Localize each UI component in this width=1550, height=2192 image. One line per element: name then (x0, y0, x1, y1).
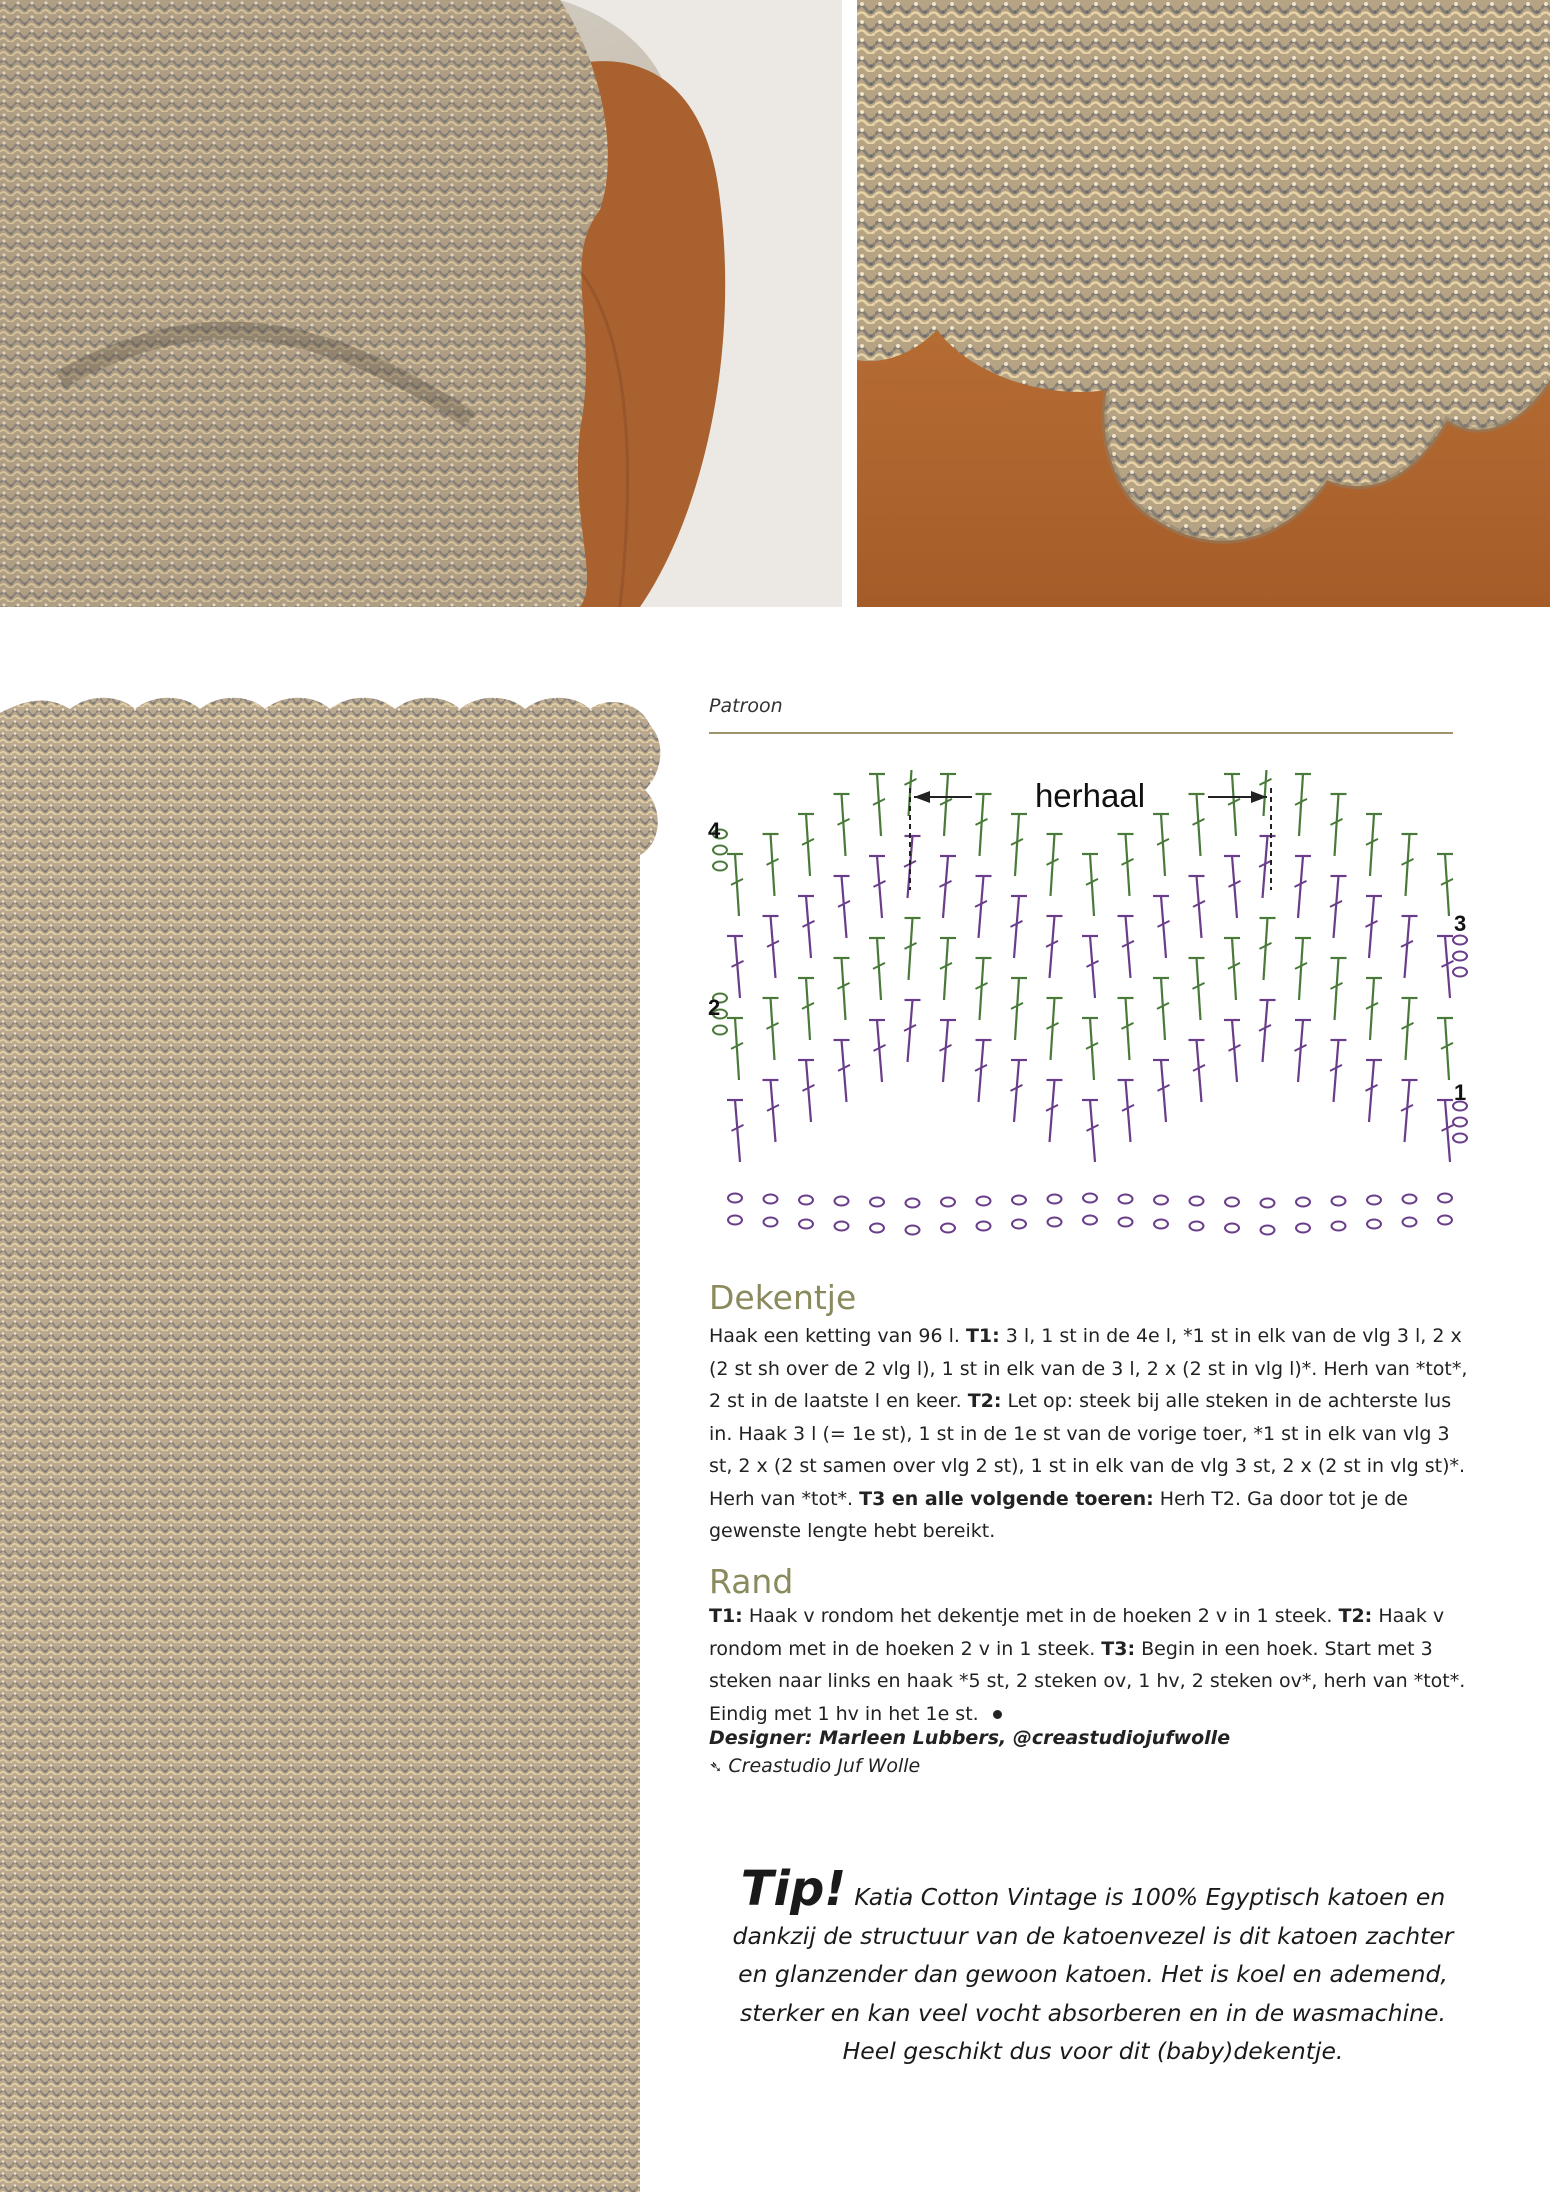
stitch-stroke (1232, 774, 1236, 836)
stitch-stroke (1370, 978, 1374, 1040)
chain-stitch (728, 1194, 742, 1203)
stitch-stroke (1161, 978, 1165, 1040)
instruction-text: Haak een ketting van 96 l. (709, 1325, 966, 1347)
row-label: T1: (965, 1325, 1000, 1347)
stitch-stroke (1090, 1100, 1095, 1162)
stitch-stroke (1264, 770, 1268, 816)
chain-stitch (1261, 1226, 1275, 1235)
chain-stitch (941, 1224, 955, 1233)
chain-stitch (1332, 1197, 1346, 1206)
stitch-stroke (1298, 856, 1303, 918)
stitch-stroke (842, 794, 846, 856)
chain-stitch (1083, 1216, 1097, 1225)
stitch-stroke (908, 1000, 913, 1062)
stitch-stroke (1263, 836, 1268, 898)
stitch-stroke (1161, 896, 1166, 958)
chain-stitch (764, 1195, 778, 1204)
chain-stitch (1083, 1194, 1097, 1203)
chain-stitch (1403, 1195, 1417, 1204)
stitch-stroke (806, 1060, 811, 1122)
instruction-text: Herh T2. Ga door tot je de gewenste lengte hebt bereikt. (709, 1487, 1408, 1542)
chain-stitch (799, 1196, 813, 1205)
chain-stitch (764, 1218, 778, 1227)
stitch-stroke (806, 896, 811, 958)
chain-stitch (870, 1198, 884, 1207)
stitch-stroke (1090, 936, 1095, 998)
chain-stitch (1296, 1198, 1310, 1207)
chain-stitch (1190, 1197, 1204, 1206)
stitch-stroke (1299, 938, 1303, 1000)
stitch-stroke (980, 794, 984, 856)
arrow-icon: ➴ (709, 1757, 723, 1776)
chain-stitch (1119, 1218, 1133, 1227)
chain-stitch (1048, 1195, 1062, 1204)
chain-stitch (1453, 968, 1467, 977)
crochet-chart (700, 770, 1480, 1250)
rand-heading: Rand (709, 1562, 794, 1601)
row-number-4: 4 (708, 818, 721, 843)
stitch-stroke (1090, 854, 1094, 916)
stitch-stroke (771, 998, 775, 1060)
stitch-stroke (806, 978, 810, 1040)
chain-stitch (1119, 1195, 1133, 1204)
tip-word: Tip! (740, 1861, 847, 1917)
chain-stitch (713, 862, 727, 871)
chain-stitch (1438, 1194, 1452, 1203)
chain-stitch (1453, 1118, 1467, 1127)
chain-stitch (1012, 1196, 1026, 1205)
designer-credit: Designer: Marleen Lubbers, @creastudiojufwolle (709, 1727, 1231, 1749)
chain-stitch (941, 1198, 955, 1207)
stitch-stroke (1014, 1060, 1019, 1122)
stitch-stroke (735, 854, 739, 916)
stitch-stroke (1369, 896, 1374, 958)
studio-credit (709, 1755, 920, 1777)
stitch-stroke (1445, 854, 1449, 916)
stitch-stroke (1197, 794, 1201, 856)
row-label: T3: (1101, 1637, 1136, 1660)
stitch-stroke (1051, 834, 1055, 896)
chain-stitch (835, 1197, 849, 1206)
stitch-stroke (1050, 1080, 1055, 1142)
chain-stitch (1225, 1224, 1239, 1233)
pattern-label: Patroon (709, 695, 783, 717)
row-number-2: 2 (708, 995, 721, 1020)
chain-stitch (835, 1222, 849, 1231)
instruction-text: 3 l, 1 st in de 4e l, *1 st in elk van de vlg 3 l, 2 x (2 st sh over de 2 vlg l), 1 st in elk van de 3 l, 2 x (2 st in vlg l)*. Herh van *tot*, 2 st in de laatste l en keer. (709, 1325, 1468, 1412)
stitch-stroke (1232, 856, 1237, 918)
stitch-stroke (909, 918, 913, 980)
stitch-stroke (877, 774, 881, 836)
stitch-stroke (735, 1018, 739, 1080)
stitch-stroke (735, 936, 740, 998)
photo-scalloped-edge-closeup (857, 0, 1550, 607)
chain-stitch (1154, 1220, 1168, 1229)
dekentje-instructions (709, 1320, 1469, 1548)
chain-stitch (1225, 1198, 1239, 1207)
chain-stitch (906, 1199, 920, 1208)
instruction-text: Let op: steek bij alle steken in de achterste lus in. Haak 3 l (= 1e st), 1 st in de 1e st van de vorige toer, *1 st in elk van vlg 3 st, 2 x (2 st samen over vlg 2 st), 1 st in elk van de vlg 3 st, 2 x (2 st in vlg st)*. Herh van *tot*. (709, 1390, 1466, 1510)
stitch-stroke (943, 856, 948, 918)
rand-instructions (709, 1600, 1469, 1730)
instruction-text: Begin in een hoek. Start met 3 steken naar links en haak *5 st, 2 steken ov, 1 hv, 2 steken ov*, herh van *tot*. Eindig met 1 hv in het 1e st. (709, 1637, 1466, 1725)
stitch-stroke (944, 774, 948, 836)
stitch-stroke (771, 916, 776, 978)
stitch-stroke (877, 1020, 882, 1082)
stitch-stroke (1445, 1100, 1450, 1162)
stitch-stroke (1405, 1080, 1410, 1142)
stitch-stroke (1197, 876, 1202, 938)
stitch-stroke (1232, 1020, 1237, 1082)
chain-stitch (728, 1216, 742, 1225)
stitch-stroke (1126, 1080, 1131, 1142)
stitch-stroke (1264, 918, 1268, 980)
stitch-stroke (1090, 1018, 1094, 1080)
stitch-stroke (979, 876, 984, 938)
stitch-stroke (1445, 936, 1450, 998)
stitch-stroke (1263, 1000, 1268, 1062)
stitch-stroke (1335, 794, 1339, 856)
stitch-stroke (944, 938, 948, 1000)
row-label: T2: (1338, 1605, 1373, 1627)
stitch-stroke (1015, 814, 1019, 876)
stitch-stroke (979, 1040, 984, 1102)
section-divider (709, 732, 1453, 734)
studio-name: Creastudio Juf Wolle (728, 1755, 921, 1777)
chain-stitch (1296, 1224, 1310, 1233)
stitch-stroke (842, 876, 847, 938)
chain-stitch (1438, 1216, 1452, 1225)
stitch-stroke (1406, 834, 1410, 896)
chain-stitch (1261, 1199, 1275, 1208)
stitch-stroke (842, 1040, 847, 1102)
stitch-stroke (1334, 1040, 1339, 1102)
stitch-stroke (1161, 1060, 1166, 1122)
stitch-stroke (1445, 1018, 1449, 1080)
stitch-stroke (1014, 896, 1019, 958)
chain-stitch (1332, 1222, 1346, 1231)
tip-box (718, 1861, 1468, 2071)
stitch-stroke (1232, 938, 1236, 1000)
chain-stitch (977, 1197, 991, 1206)
stitch-stroke (1126, 998, 1130, 1060)
stitch-stroke (735, 1100, 740, 1162)
chain-stitch (799, 1220, 813, 1229)
stitch-stroke (1126, 916, 1131, 978)
chain-stitch (906, 1226, 920, 1235)
chain-stitch (1190, 1222, 1204, 1231)
stitch-stroke (1405, 916, 1410, 978)
chain-stitch (1048, 1218, 1062, 1227)
stitch-stroke (1335, 958, 1339, 1020)
chain-stitch (1012, 1220, 1026, 1229)
chain-stitch (1367, 1196, 1381, 1205)
row-label: T3 en alle volgende toeren: (859, 1487, 1154, 1510)
chain-stitch (1154, 1196, 1168, 1205)
chain-stitch (1453, 936, 1467, 945)
stitch-stroke (1126, 834, 1130, 896)
stitch-stroke (877, 856, 882, 918)
chain-stitch (1403, 1218, 1417, 1227)
stitch-stroke (980, 958, 984, 1020)
chain-stitch (870, 1224, 884, 1233)
stitch-stroke (943, 1020, 948, 1082)
photo-blanket-on-pouf (0, 0, 842, 607)
stitch-stroke (1298, 1020, 1303, 1082)
stitch-stroke (1334, 876, 1339, 938)
stitch-stroke (1197, 958, 1201, 1020)
stitch-stroke (771, 834, 775, 896)
stitch-stroke (1406, 998, 1410, 1060)
stitch-stroke (877, 938, 881, 1000)
row-number-3: 3 (1454, 911, 1467, 936)
chain-stitch (713, 846, 727, 855)
stitch-stroke (1369, 1060, 1374, 1122)
stitch-stroke (1051, 998, 1055, 1060)
stitch-stroke (1299, 774, 1303, 836)
chain-stitch (713, 1026, 727, 1035)
stitch-stroke (806, 814, 810, 876)
chain-stitch (977, 1222, 991, 1231)
dekentje-heading: Dekentje (709, 1278, 857, 1317)
stitch-stroke (1015, 978, 1019, 1040)
tip-text: Katia Cotton Vintage is 100% Egyptisch katoen en dankzij de structuur van de katoenvezel is dit katoen zachter en glanzender dan gewoon katoen. Het is koel en ademend, sterker en kan veel vocht absorberen en in de wasmachine. Heel geschikt dus voor dit (baby)dekentje. (732, 1883, 1454, 2065)
chain-stitch (1453, 1134, 1467, 1143)
stitch-stroke (771, 1080, 776, 1142)
stitch-stroke (842, 958, 846, 1020)
end-bullet-icon (993, 1710, 1002, 1719)
stitch-stroke (1161, 814, 1165, 876)
chain-stitch (1453, 952, 1467, 961)
instruction-text: Haak v rondom met in de hoeken 2 v in 1 steek. (709, 1605, 1445, 1660)
chain-stitch (1367, 1220, 1381, 1229)
stitch-stroke (1197, 1040, 1202, 1102)
stitch-stroke (1050, 916, 1055, 978)
row-label: T2: (967, 1390, 1002, 1412)
photo-full-blanket (0, 695, 670, 2192)
row-label: T1: (709, 1605, 743, 1627)
repeat-label: herhaal (1034, 777, 1146, 814)
stitch-stroke (1370, 814, 1374, 876)
row-number-1: 1 (1454, 1080, 1467, 1105)
instruction-text: Haak v rondom het dekentje met in de hoeken 2 v in 1 steek. (742, 1605, 1339, 1627)
